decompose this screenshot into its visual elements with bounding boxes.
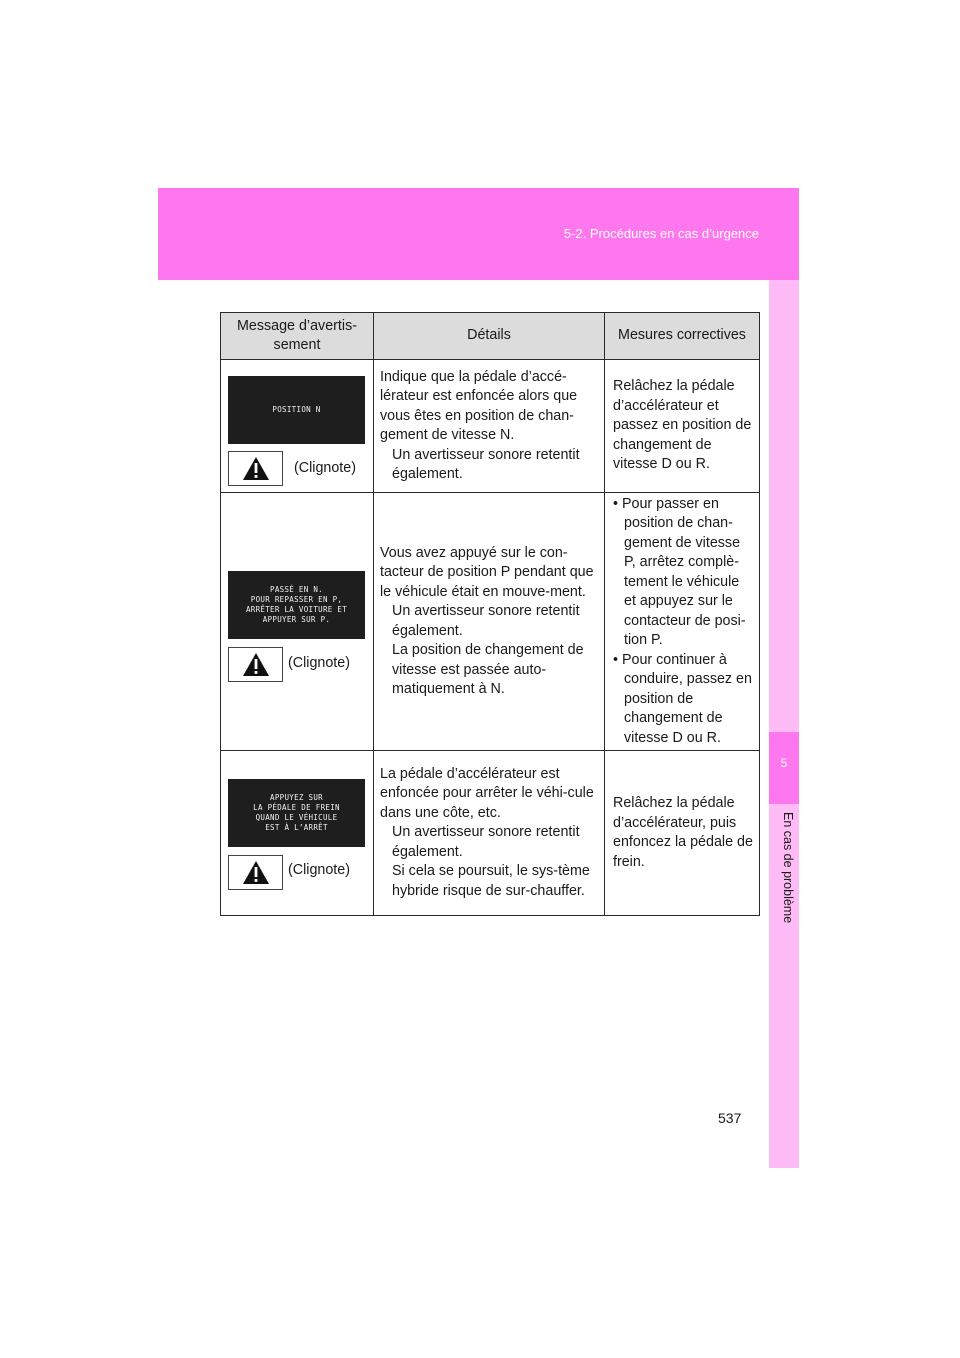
details-text: Vous avez appuyé sur le con-tacteur de position P pendant que le véhicule était en mouve-ment. (380, 544, 594, 600)
measures-text: • Pour continuer à conduire, passez en position de changement de vitesse D ou R. (613, 651, 752, 746)
blink-label: (Clignote) (294, 460, 356, 476)
measures-cell (605, 493, 760, 751)
table-row (221, 493, 760, 751)
measures-text: Relâchez la pédale d’accélérateur, puis enfoncez la pédale de frein. (613, 795, 753, 870)
message-cell (221, 493, 374, 751)
measures-cell (605, 360, 760, 493)
chapter-label: En cas de problème (781, 812, 795, 924)
display-line: POSITION N (272, 405, 321, 414)
warning-box (228, 647, 283, 682)
side-tab-upper (769, 280, 799, 732)
warning-box (228, 451, 283, 486)
display-line: EST À L’ARRÊT (265, 823, 328, 832)
measures-text: • Pour passer en position de chan-gement de vitesse P, arrêtez complè-tement le véhicule et appuyez sur le contacteur de posi-tion P. (613, 495, 746, 649)
blink-label: (Clignote) (288, 862, 350, 878)
warning-triangle-icon (242, 652, 270, 677)
display-screen (228, 376, 365, 444)
display-line: POUR REPASSER EN P, (250, 595, 343, 604)
details-text: La position de changement de vitesse est passée auto-matiquement à N. (392, 642, 584, 697)
details-text: Indique que la pédale d’accé-lérateur est enfoncée alors que vous êtes en position de chan-gement de vitesse N. (380, 368, 578, 443)
page-number: 537 (718, 1110, 742, 1126)
display-line: QUAND LE VÉHICULE (255, 813, 338, 822)
details-text: Si cela se poursuit, le sys-tème hybride risque de sur-chauffer. (392, 863, 590, 899)
warning-triangle-icon (242, 860, 270, 885)
display-line: ARRÊTER LA VOITURE ET (245, 605, 348, 614)
side-tab-lower (769, 804, 799, 1168)
header-details: Détails (374, 313, 605, 360)
details-text: Un avertisseur sonore retentit également. (392, 446, 580, 482)
warning-box (228, 855, 283, 890)
measures-cell (605, 751, 760, 916)
details-text: La pédale d’accélérateur est enfoncée pour arrêter le véhi-cule dans une côte, etc. (380, 765, 594, 821)
measures-text: Relâchez la pédale d’accélérateur et passez en position de changement de vitesse D ou R. (613, 378, 752, 473)
details-cell (374, 360, 605, 493)
header-measures: Mesures correctives (605, 313, 760, 360)
table-header-row (221, 313, 760, 360)
display-line: PASSÉ EN N. (270, 585, 323, 594)
warning-table (220, 312, 760, 916)
display-screen (228, 571, 365, 639)
blink-label: (Clignote) (288, 655, 350, 671)
header-message: Message d’avertis-sement (221, 313, 374, 360)
message-cell (221, 360, 374, 493)
chapter-number: 5 (780, 756, 788, 770)
table-row (221, 751, 760, 916)
display-line: APPUYER SUR P. (262, 615, 331, 624)
details-text: Un avertisseur sonore retentit également. (392, 824, 580, 860)
display-line: APPUYEZ SUR (270, 793, 323, 802)
warning-triangle-icon (242, 456, 270, 481)
message-cell (221, 751, 374, 916)
header-band (158, 188, 799, 280)
chapter-tab[interactable] (769, 732, 799, 804)
details-text: Un avertisseur sonore retentit également. (392, 603, 580, 639)
section-title: 5-2. Procédures en cas d’urgence (563, 226, 759, 241)
details-cell (374, 493, 605, 751)
details-cell (374, 751, 605, 916)
display-line: LA PÉDALE DE FREIN (253, 803, 340, 812)
display-screen (228, 779, 365, 847)
table-row (221, 360, 760, 493)
